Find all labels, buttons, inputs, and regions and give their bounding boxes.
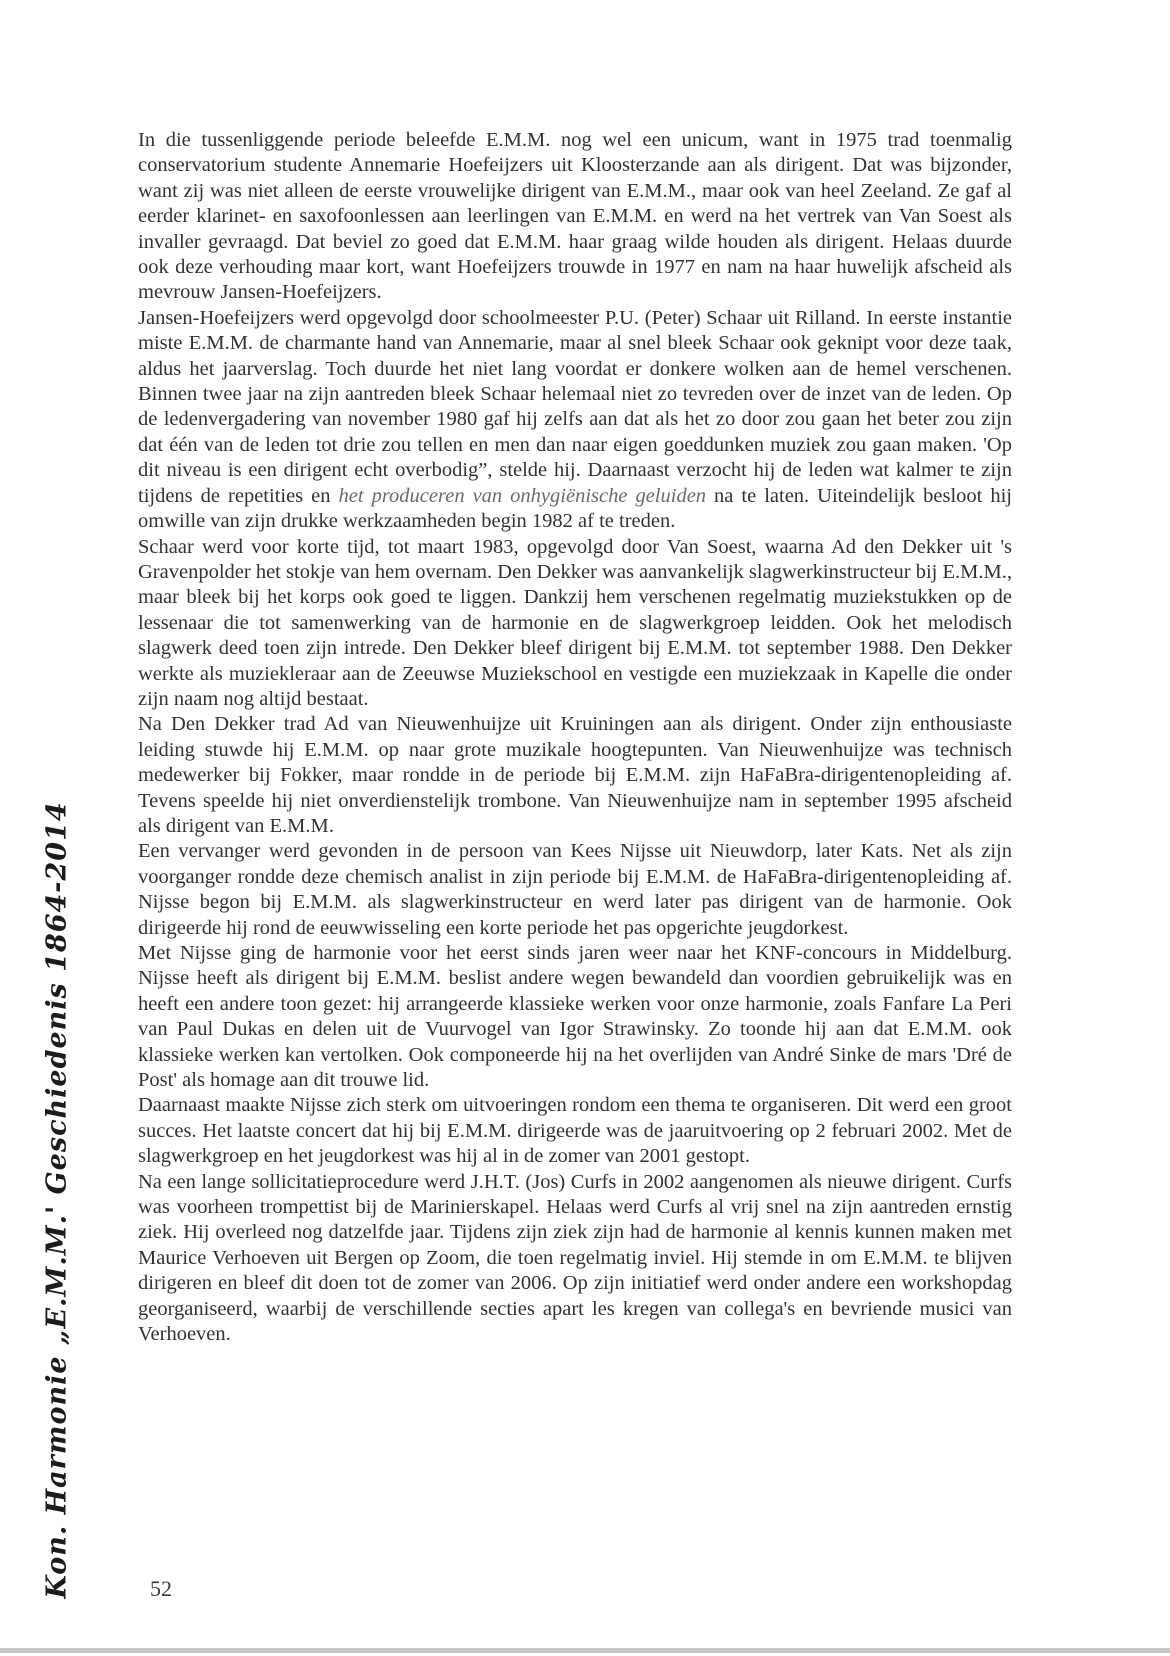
paragraph	[138, 1093, 1012, 1169]
paragraph	[138, 535, 1012, 713]
paragraph	[138, 306, 1012, 535]
page-bottom-edge	[0, 1648, 1170, 1653]
vertical-book-title: Kon. Harmonie „E.M.M.' Geschiedenis 1864-2014	[41, 801, 73, 1599]
text-segment: Jansen-Hoefeijzers werd opgevolgd door schoolmeester P.U. (Peter) Schaar uit Rilland. In eerste instantie miste E.M.M. de charmante hand van Annemarie, maar al snel bleek Schaar ook geknipt voor deze taak, aldus het jaarverslag. Toch duurde het niet lang voordat er donkere wolken aan de hemel verschenen. Binnen twee jaar na zijn aantreden bleek Schaar helemaal niet zo tevreden over de inzet van de leden. Op de ledenvergadering van november 1980 gaf hij zelfs aan dat als het zo door zou gaan het beter zou zijn dat één van de leden tot drie zou tellen en men dan naar eigen goeddunken muziek zou gaan maken. 'Op dit niveau is een dirigent echt overbodig”, stelde hij. Daarnaast verzocht hij de leden wat kalmer te zijn tijdens de repetities en	[138, 306, 1012, 507]
paragraph	[138, 712, 1012, 839]
text-segment: In die tussenliggende periode beleefde E.M.M. nog wel een unicum, want in 1975 trad toenmalig conservatorium studente Annemarie Hoefeijzers uit Kloosterzande aan als dirigent. Dat was bijzonder, want zij was niet alleen de eerste vrouwelijke dirigent van E.M.M., maar ook van heel Zeeland. Ze gaf al eerder klarinet- en saxofoonlessen aan leerlingen van E.M.M. en werd na het vertrek van Van Soest als invaller gevraagd. Dat beviel zo goed dat E.M.M. haar graag wilde houden als dirigent. Helaas duurde ook deze verhouding maar kort, want Hoefeijzers trouwde in 1977 en nam na haar huwelijk afscheid als mevrouw Jansen-Hoefeijzers.	[138, 129, 1012, 304]
paragraph	[138, 839, 1012, 941]
text-segment: Na een lange sollicitatieprocedure werd J.H.T. (Jos) Curfs in 2002 aangenomen als nieuwe dirigent. Curfs was voorheen trompettist bij de Marinierskapel. Helaas werd Curfs al vrij snel na zijn aantreden ernstig ziek. Hij overleed nog datzelfde jaar. Tijdens zijn ziek zijn had de harmonie al kennis kunnen maken met Maurice Verhoeven uit Bergen op Zoom, die toen regelmatig inviel. Hij stemde in om E.M.M. te blijven dirigeren en bleef dit doen tot de zomer van 2006. Op zijn initiatief werd onder andere een workshopdag georganiseerd, waarbij de verschillende secties apart les kregen van collega's en bevriende musici van Verhoeven.	[138, 1170, 1012, 1346]
text-segment: na te laten. Uiteindelijk besloot hij omwille van zijn drukke werkzaamheden begin 1982 af te treden.	[138, 484, 1012, 533]
paragraph	[138, 941, 1012, 1093]
text-segment: Daarnaast maakte Nijsse zich sterk om uitvoeringen rondom een thema te organiseren. Dit werd een groot succes. Het laatste concert dat hij bij E.M.M. dirigeerde was de jaaruitvoering op 2 februari 2002. Met de slagwerkgroep en het jeugdorkest was hij al in de zomer van 2001 gestopt.	[138, 1094, 1012, 1168]
text-segment: Een vervanger werd gevonden in de persoon van Kees Nijsse uit Nieuwdorp, later Kats. Net als zijn voorganger rondde deze chemisch analist in zijn periode bij E.M.M. de HaFaBra-dirigentenopleiding af. Nijsse begon bij E.M.M. als slagwerkinstructeur en werd later pas dirigent van de harmonie. Ook dirigeerde hij rond de eeuwwisseling een korte periode het pas opgerichte jeugdorkest.	[138, 840, 1012, 939]
text-segment: Schaar werd voor korte tijd, tot maart 1983, opgevolgd door Van Soest, waarna Ad den Dekker uit 's Gravenpolder het stokje van hem overnam. Den Dekker was aanvankelijk slagwerkinstructeur bij E.M.M., maar bleek bij het korps ook goed te liggen. Dankzij hem verschenen regelmatig muziekstukken op de lessenaar die tot samenwerking van de harmonie en de slagwerkgroep leidden. Ook het melodisch slagwerk deed toen zijn intrede. Den Dekker bleef dirigent bij E.M.M. tot september 1988. Den Dekker werkte als muziekleraar aan de Zeeuwse Muziekschool en vestigde een muziekzaak in Kapelle die onder zijn naam nog altijd bestaat.	[138, 535, 1012, 710]
page-number: 52	[150, 1576, 172, 1601]
text-segment: Na Den Dekker trad Ad van Nieuwenhuijze uit Kruiningen aan als dirigent. Onder zijn enthousiaste leiding stuwde hij E.M.M. op naar grote muzikale hoogtepunten. Van Nieuwenhuijze was technisch medewerker bij Fokker, maar rondde in de periode bij E.M.M. zijn HaFaBra-dirigentenopleiding af. Tevens speelde hij niet onverdienstelijk trombone. Van Nieuwenhuijze nam in september 1995 afscheid als dirigent van E.M.M.	[138, 713, 1012, 837]
paragraph	[138, 128, 1012, 306]
paragraph	[138, 1170, 1012, 1348]
italic-text-segment: het produceren van onhygiënische geluiden	[338, 484, 707, 507]
document-body	[138, 128, 1012, 1348]
text-segment: Met Nijsse ging de harmonie voor het eerst sinds jaren weer naar het KNF-concours in Middelburg. Nijsse heeft als dirigent bij E.M.M. beslist andere wegen bewandeld dan voordien gebruikelijk was en heeft een andere toon gezet: hij arrangeerde klassieke werken voor onze harmonie, zoals Fanfare La Peri van Paul Dukas en delen uit de Vuurvogel van Igor Strawinsky. Zo toonde hij aan dat E.M.M. ook klassieke werken kan vertolken. Ook componeerde hij na het overlijden van André Sinke de mars 'Dré de Post' als homage aan dit trouwe lid.	[138, 942, 1012, 1092]
